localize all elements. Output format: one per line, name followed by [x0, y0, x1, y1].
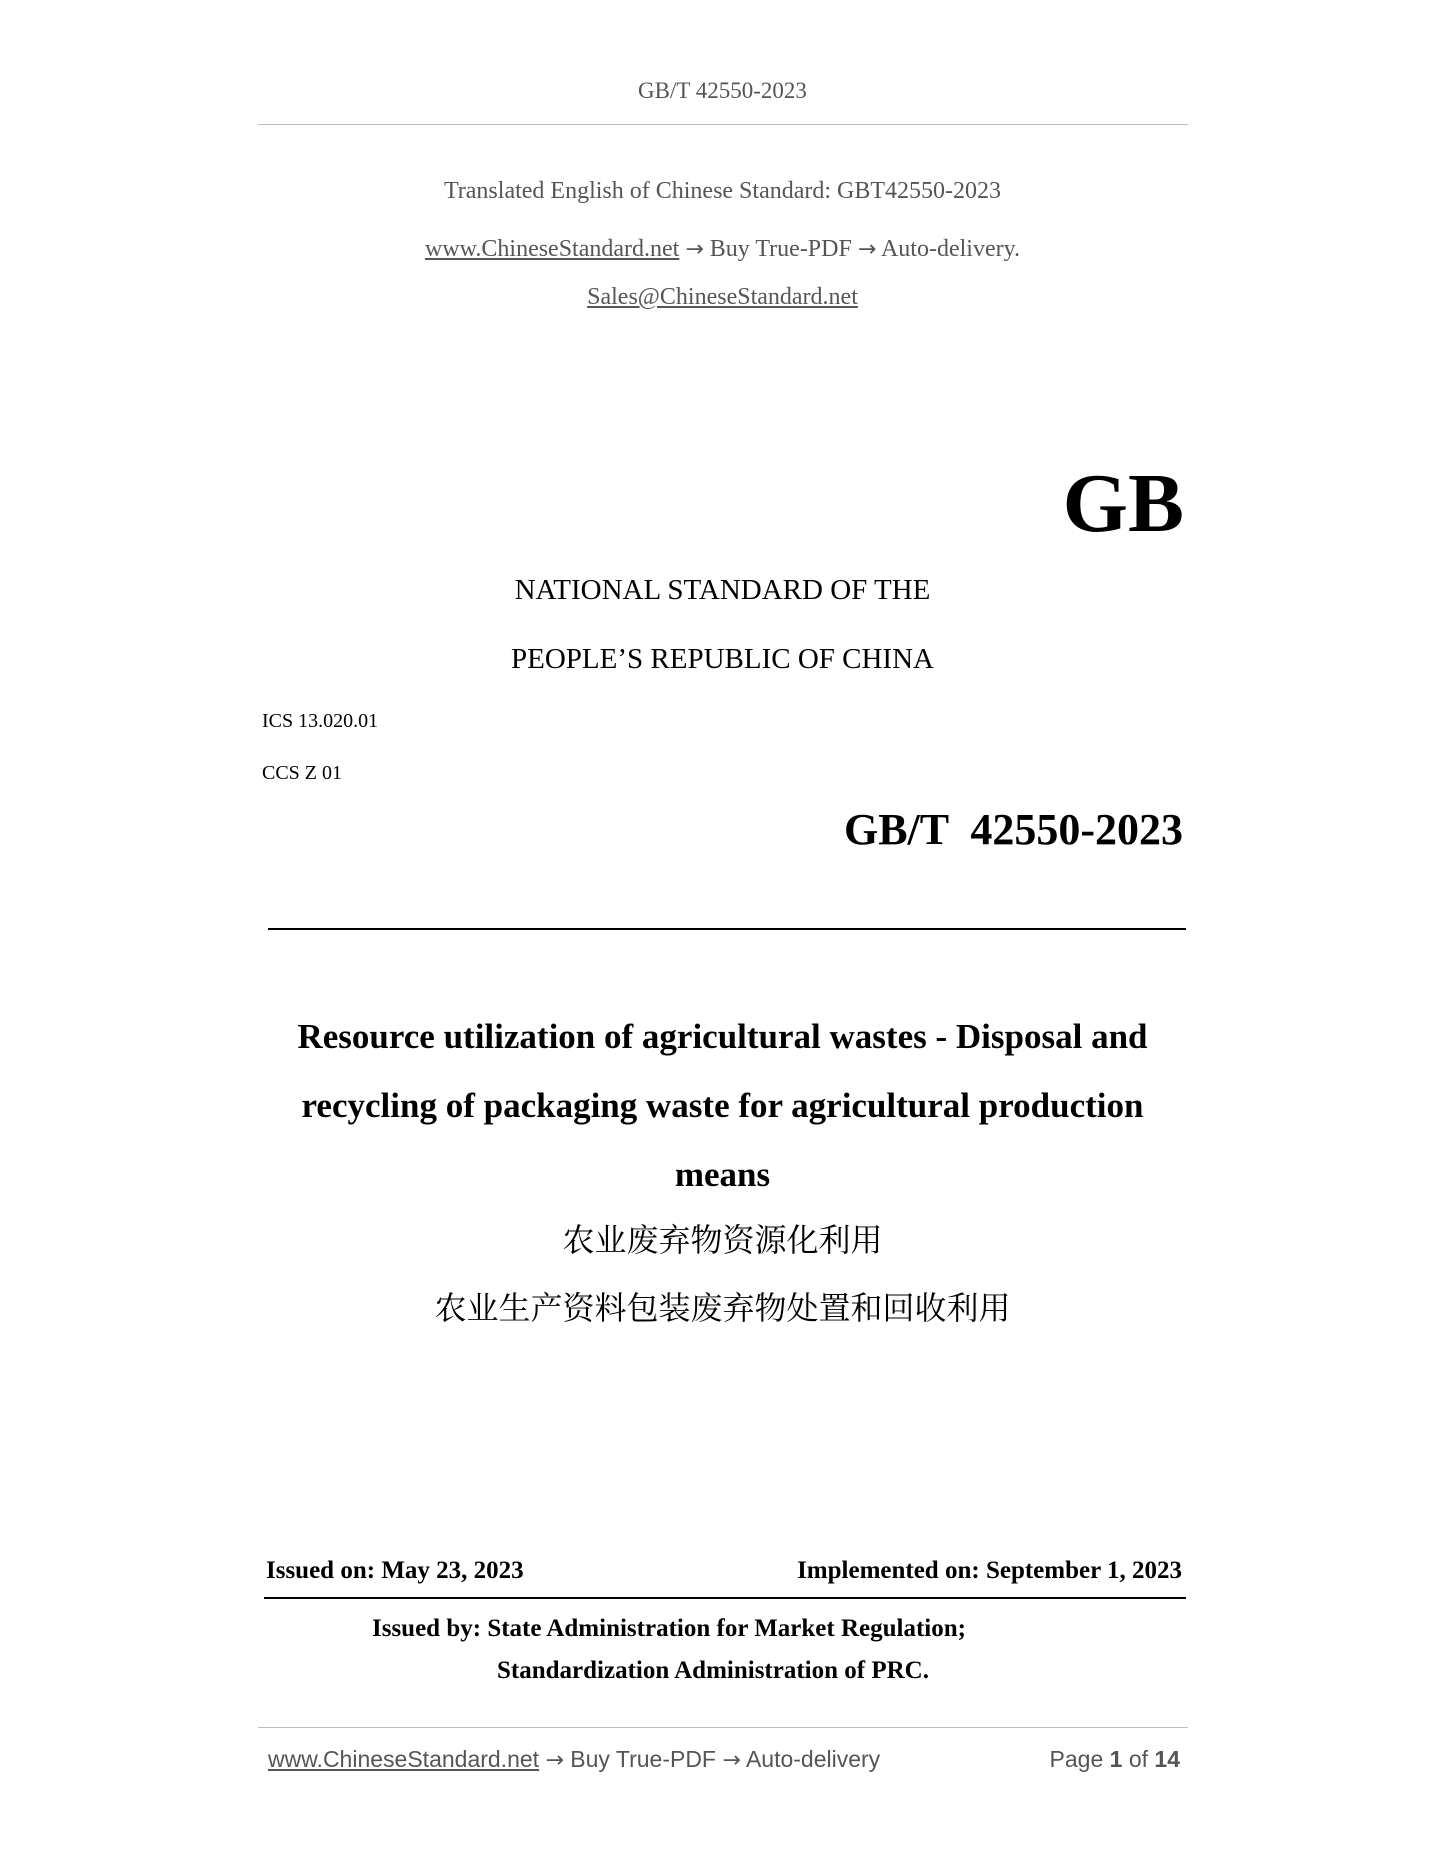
arrow-right-icon: → — [545, 1748, 564, 1773]
page-total: 14 — [1154, 1746, 1180, 1772]
chinese-title-line2: 农业生产资料包装废弃物处置和回收利用 — [434, 1289, 1011, 1327]
standard-number: GB/T 42550-2023 — [843, 805, 1183, 854]
delivery-text: Auto-delivery. — [880, 236, 1021, 262]
running-header: GB/T 42550-2023 — [638, 78, 807, 103]
footer-buy-text: Buy True-PDF — [570, 1746, 716, 1772]
english-title-line1: Resource utilization of agricultural wastes - Disposal and — [297, 1017, 1148, 1056]
english-title-line3: means — [674, 1155, 771, 1194]
page-footer — [268, 1746, 1180, 1773]
english-title-line2: recycling of packaging waste for agricultural production — [301, 1086, 1144, 1125]
arrow-right-icon: → — [685, 237, 704, 262]
chinese-title-line1: 农业废弃物资源化利用 — [562, 1221, 883, 1259]
issued-on: Issued on: May 23, 2023 — [266, 1557, 524, 1584]
arrow-right-icon: → — [857, 237, 877, 262]
site-link[interactable]: www.ChineseStandard.net — [424, 236, 680, 262]
chinese-title — [0, 1206, 1445, 1342]
dates-divider — [264, 1597, 1186, 1599]
issuer-block — [372, 1608, 966, 1692]
ccs-code: CCS Z 01 — [262, 762, 343, 784]
national-standard-line2: PEOPLE’S REPUBLIC OF CHINA — [511, 643, 934, 675]
dates-row — [266, 1557, 1182, 1585]
ics-code: ICS 13.020.01 — [262, 710, 379, 732]
buy-text: Buy True-PDF — [709, 236, 852, 262]
email-link[interactable]: Sales@ChineseStandard.net — [587, 284, 858, 310]
page-of: of — [1128, 1746, 1149, 1772]
footer-site-link[interactable]: www.ChineseStandard.net — [268, 1746, 540, 1772]
page-current: 1 — [1109, 1746, 1123, 1772]
issuer-line1: Issued by: State Administration for Market Regulation; — [372, 1615, 966, 1642]
footer-purchase-line — [268, 1746, 880, 1773]
implemented-on: Implemented on: September 1, 2023 — [797, 1557, 1182, 1584]
page-label: Page — [1049, 1746, 1104, 1772]
purchase-line — [0, 236, 1445, 263]
translation-notice: Translated English of Chinese Standard: GBT42550-2023 — [443, 178, 1002, 204]
arrow-right-icon: → — [722, 1748, 741, 1773]
header-divider — [258, 124, 1188, 125]
title-divider — [268, 928, 1186, 930]
gb-mark: GB — [1062, 457, 1184, 550]
footer-delivery-text: Auto-delivery — [745, 1746, 881, 1772]
email-line — [0, 284, 1445, 311]
national-standard-line1: NATIONAL STANDARD OF THE — [514, 574, 931, 606]
page-indicator — [1050, 1746, 1180, 1773]
english-title — [0, 1002, 1445, 1209]
footer-divider — [258, 1727, 1188, 1728]
issuer-line2: Standardization Administration of PRC. — [497, 1657, 929, 1684]
